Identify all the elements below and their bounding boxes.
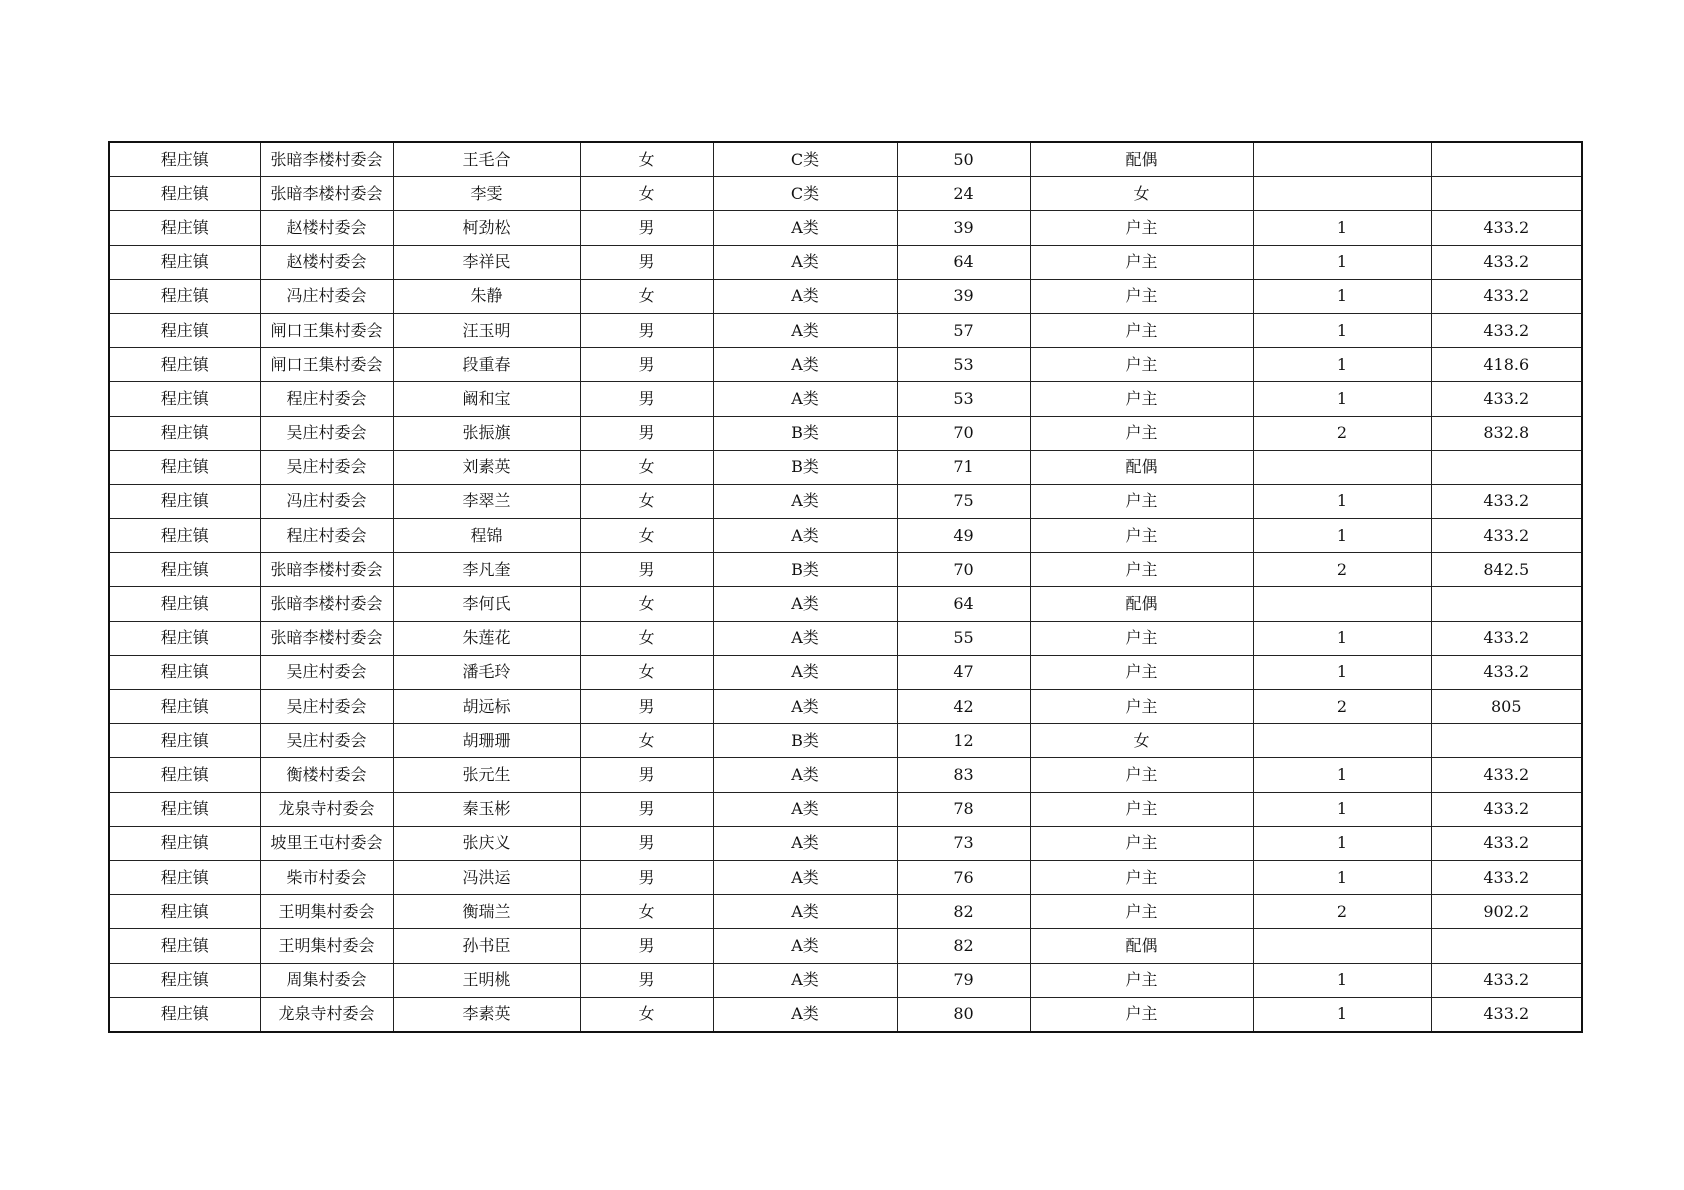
gender-cell: 男 <box>580 758 713 792</box>
village-committee-cell: 程庄村委会 <box>260 519 393 553</box>
name-cell: 张庆义 <box>393 826 580 860</box>
name-cell: 胡远标 <box>393 690 580 724</box>
gender-cell: 女 <box>580 997 713 1032</box>
amount-cell: 433.2 <box>1431 211 1582 245</box>
table-row <box>109 792 1582 826</box>
relationship-cell: 户主 <box>1030 690 1253 724</box>
town-cell: 程庄镇 <box>109 758 260 792</box>
age-cell: 24 <box>897 177 1030 211</box>
age-cell: 70 <box>897 416 1030 450</box>
gender-cell: 女 <box>580 587 713 621</box>
village-committee-cell: 张暗李楼村委会 <box>260 177 393 211</box>
amount-cell: 433.2 <box>1431 860 1582 894</box>
category-cell: A类 <box>713 963 897 997</box>
gender-cell: 男 <box>580 929 713 963</box>
age-cell: 12 <box>897 724 1030 758</box>
age-cell: 71 <box>897 450 1030 484</box>
table-row <box>109 519 1582 553</box>
town-cell: 程庄镇 <box>109 211 260 245</box>
amount-cell: 433.2 <box>1431 313 1582 347</box>
village-committee-cell: 吴庄村委会 <box>260 450 393 484</box>
name-cell: 衡瑞兰 <box>393 895 580 929</box>
name-cell: 段重春 <box>393 348 580 382</box>
household-size-cell: 1 <box>1253 382 1431 416</box>
relationship-cell: 配偶 <box>1030 142 1253 177</box>
name-cell: 李凡奎 <box>393 553 580 587</box>
gender-cell: 女 <box>580 724 713 758</box>
relationship-cell: 户主 <box>1030 348 1253 382</box>
name-cell: 李何氏 <box>393 587 580 621</box>
name-cell: 柯劲松 <box>393 211 580 245</box>
town-cell: 程庄镇 <box>109 655 260 689</box>
data-table <box>108 141 1583 1033</box>
village-committee-cell: 张暗李楼村委会 <box>260 142 393 177</box>
table-row <box>109 382 1582 416</box>
age-cell: 49 <box>897 519 1030 553</box>
category-cell: A类 <box>713 519 897 553</box>
relationship-cell: 户主 <box>1030 484 1253 518</box>
name-cell: 胡珊珊 <box>393 724 580 758</box>
town-cell: 程庄镇 <box>109 177 260 211</box>
town-cell: 程庄镇 <box>109 245 260 279</box>
household-size-cell <box>1253 142 1431 177</box>
gender-cell: 男 <box>580 963 713 997</box>
table-row <box>109 484 1582 518</box>
village-committee-cell: 坡里王屯村委会 <box>260 826 393 860</box>
gender-cell: 男 <box>580 860 713 894</box>
household-size-cell <box>1253 724 1431 758</box>
village-committee-cell: 龙泉寺村委会 <box>260 792 393 826</box>
gender-cell: 男 <box>580 313 713 347</box>
category-cell: A类 <box>713 690 897 724</box>
gender-cell: 男 <box>580 245 713 279</box>
gender-cell: 女 <box>580 895 713 929</box>
category-cell: B类 <box>713 450 897 484</box>
table-row <box>109 211 1582 245</box>
age-cell: 82 <box>897 929 1030 963</box>
category-cell: A类 <box>713 655 897 689</box>
table-row <box>109 348 1582 382</box>
table-row <box>109 313 1582 347</box>
gender-cell: 女 <box>580 177 713 211</box>
table-row <box>109 895 1582 929</box>
amount-cell <box>1431 177 1582 211</box>
relationship-cell: 户主 <box>1030 655 1253 689</box>
gender-cell: 女 <box>580 142 713 177</box>
town-cell: 程庄镇 <box>109 142 260 177</box>
name-cell: 王毛合 <box>393 142 580 177</box>
household-size-cell: 1 <box>1253 313 1431 347</box>
town-cell: 程庄镇 <box>109 587 260 621</box>
village-committee-cell: 王明集村委会 <box>260 929 393 963</box>
category-cell: C类 <box>713 142 897 177</box>
name-cell: 张元生 <box>393 758 580 792</box>
name-cell: 王明桃 <box>393 963 580 997</box>
household-size-cell: 1 <box>1253 792 1431 826</box>
name-cell: 李素英 <box>393 997 580 1032</box>
age-cell: 76 <box>897 860 1030 894</box>
village-committee-cell: 吴庄村委会 <box>260 416 393 450</box>
household-size-cell: 1 <box>1253 963 1431 997</box>
town-cell: 程庄镇 <box>109 553 260 587</box>
town-cell: 程庄镇 <box>109 450 260 484</box>
table-row <box>109 142 1582 177</box>
amount-cell: 433.2 <box>1431 963 1582 997</box>
household-size-cell: 1 <box>1253 245 1431 279</box>
gender-cell: 男 <box>580 826 713 860</box>
category-cell: A类 <box>713 211 897 245</box>
gender-cell: 男 <box>580 382 713 416</box>
village-committee-cell: 闸口王集村委会 <box>260 313 393 347</box>
gender-cell: 男 <box>580 211 713 245</box>
village-committee-cell: 赵楼村委会 <box>260 211 393 245</box>
town-cell: 程庄镇 <box>109 621 260 655</box>
age-cell: 50 <box>897 142 1030 177</box>
amount-cell <box>1431 929 1582 963</box>
town-cell: 程庄镇 <box>109 860 260 894</box>
amount-cell: 832.8 <box>1431 416 1582 450</box>
amount-cell: 433.2 <box>1431 826 1582 860</box>
amount-cell: 418.6 <box>1431 348 1582 382</box>
relationship-cell: 户主 <box>1030 860 1253 894</box>
category-cell: B类 <box>713 724 897 758</box>
table-row <box>109 860 1582 894</box>
relationship-cell: 户主 <box>1030 963 1253 997</box>
amount-cell <box>1431 724 1582 758</box>
age-cell: 80 <box>897 997 1030 1032</box>
relationship-cell: 户主 <box>1030 792 1253 826</box>
amount-cell: 433.2 <box>1431 484 1582 518</box>
household-size-cell: 2 <box>1253 895 1431 929</box>
table-row <box>109 553 1582 587</box>
village-committee-cell: 周集村委会 <box>260 963 393 997</box>
table-row <box>109 963 1582 997</box>
age-cell: 42 <box>897 690 1030 724</box>
village-committee-cell: 吴庄村委会 <box>260 655 393 689</box>
name-cell: 李雯 <box>393 177 580 211</box>
amount-cell: 433.2 <box>1431 655 1582 689</box>
household-size-cell: 1 <box>1253 826 1431 860</box>
table-row <box>109 929 1582 963</box>
amount-cell: 433.2 <box>1431 621 1582 655</box>
village-committee-cell: 张暗李楼村委会 <box>260 621 393 655</box>
household-size-cell: 1 <box>1253 279 1431 313</box>
relationship-cell: 户主 <box>1030 519 1253 553</box>
name-cell: 朱莲花 <box>393 621 580 655</box>
town-cell: 程庄镇 <box>109 963 260 997</box>
relationship-cell: 户主 <box>1030 382 1253 416</box>
town-cell: 程庄镇 <box>109 792 260 826</box>
town-cell: 程庄镇 <box>109 313 260 347</box>
town-cell: 程庄镇 <box>109 519 260 553</box>
table-row <box>109 655 1582 689</box>
amount-cell <box>1431 450 1582 484</box>
village-committee-cell: 衡楼村委会 <box>260 758 393 792</box>
category-cell: A类 <box>713 245 897 279</box>
gender-cell: 女 <box>580 450 713 484</box>
name-cell: 张振旗 <box>393 416 580 450</box>
category-cell: A类 <box>713 997 897 1032</box>
table-row <box>109 724 1582 758</box>
household-size-cell: 1 <box>1253 621 1431 655</box>
age-cell: 64 <box>897 587 1030 621</box>
village-committee-cell: 闸口王集村委会 <box>260 348 393 382</box>
gender-cell: 男 <box>580 553 713 587</box>
name-cell: 程锦 <box>393 519 580 553</box>
household-size-cell: 1 <box>1253 655 1431 689</box>
table-body <box>109 142 1582 1032</box>
name-cell: 李翠兰 <box>393 484 580 518</box>
category-cell: B类 <box>713 416 897 450</box>
gender-cell: 女 <box>580 621 713 655</box>
amount-cell: 902.2 <box>1431 895 1582 929</box>
name-cell: 刘素英 <box>393 450 580 484</box>
table-row <box>109 690 1582 724</box>
table-row <box>109 826 1582 860</box>
category-cell: B类 <box>713 553 897 587</box>
town-cell: 程庄镇 <box>109 484 260 518</box>
village-committee-cell: 冯庄村委会 <box>260 484 393 518</box>
age-cell: 79 <box>897 963 1030 997</box>
amount-cell: 433.2 <box>1431 382 1582 416</box>
household-size-cell: 1 <box>1253 997 1431 1032</box>
relationship-cell: 女 <box>1030 724 1253 758</box>
table-row <box>109 450 1582 484</box>
village-committee-cell: 张暗李楼村委会 <box>260 587 393 621</box>
town-cell: 程庄镇 <box>109 279 260 313</box>
gender-cell: 女 <box>580 279 713 313</box>
age-cell: 70 <box>897 553 1030 587</box>
table-row <box>109 245 1582 279</box>
category-cell: A类 <box>713 792 897 826</box>
name-cell: 冯洪运 <box>393 860 580 894</box>
town-cell: 程庄镇 <box>109 690 260 724</box>
gender-cell: 男 <box>580 792 713 826</box>
town-cell: 程庄镇 <box>109 895 260 929</box>
relationship-cell: 户主 <box>1030 279 1253 313</box>
table-row <box>109 416 1582 450</box>
age-cell: 57 <box>897 313 1030 347</box>
relationship-cell: 户主 <box>1030 621 1253 655</box>
village-committee-cell: 柴市村委会 <box>260 860 393 894</box>
town-cell: 程庄镇 <box>109 416 260 450</box>
village-committee-cell: 吴庄村委会 <box>260 724 393 758</box>
table-row <box>109 587 1582 621</box>
village-committee-cell: 程庄村委会 <box>260 382 393 416</box>
gender-cell: 女 <box>580 655 713 689</box>
table-row <box>109 177 1582 211</box>
household-size-cell: 1 <box>1253 519 1431 553</box>
relationship-cell: 户主 <box>1030 758 1253 792</box>
category-cell: A类 <box>713 758 897 792</box>
household-size-cell: 1 <box>1253 860 1431 894</box>
relationship-cell: 户主 <box>1030 895 1253 929</box>
age-cell: 82 <box>897 895 1030 929</box>
table-row <box>109 997 1582 1032</box>
table-row <box>109 279 1582 313</box>
gender-cell: 男 <box>580 690 713 724</box>
name-cell: 潘毛玲 <box>393 655 580 689</box>
amount-cell: 433.2 <box>1431 758 1582 792</box>
amount-cell: 433.2 <box>1431 279 1582 313</box>
town-cell: 程庄镇 <box>109 724 260 758</box>
age-cell: 53 <box>897 382 1030 416</box>
gender-cell: 男 <box>580 348 713 382</box>
name-cell: 李祥民 <box>393 245 580 279</box>
gender-cell: 男 <box>580 416 713 450</box>
category-cell: A类 <box>713 860 897 894</box>
table-row <box>109 621 1582 655</box>
age-cell: 73 <box>897 826 1030 860</box>
relationship-cell: 户主 <box>1030 416 1253 450</box>
village-committee-cell: 张暗李楼村委会 <box>260 553 393 587</box>
amount-cell <box>1431 587 1582 621</box>
household-size-cell: 1 <box>1253 211 1431 245</box>
category-cell: A类 <box>713 587 897 621</box>
household-size-cell: 1 <box>1253 348 1431 382</box>
village-committee-cell: 冯庄村委会 <box>260 279 393 313</box>
name-cell: 阚和宝 <box>393 382 580 416</box>
name-cell: 秦玉彬 <box>393 792 580 826</box>
amount-cell: 805 <box>1431 690 1582 724</box>
amount-cell: 433.2 <box>1431 245 1582 279</box>
household-size-cell <box>1253 450 1431 484</box>
town-cell: 程庄镇 <box>109 348 260 382</box>
category-cell: A类 <box>713 895 897 929</box>
amount-cell: 433.2 <box>1431 519 1582 553</box>
name-cell: 朱静 <box>393 279 580 313</box>
age-cell: 39 <box>897 279 1030 313</box>
relationship-cell: 户主 <box>1030 313 1253 347</box>
relationship-cell: 配偶 <box>1030 587 1253 621</box>
category-cell: A类 <box>713 929 897 963</box>
relationship-cell: 配偶 <box>1030 450 1253 484</box>
amount-cell <box>1431 142 1582 177</box>
age-cell: 78 <box>897 792 1030 826</box>
age-cell: 39 <box>897 211 1030 245</box>
table-row <box>109 758 1582 792</box>
age-cell: 75 <box>897 484 1030 518</box>
village-committee-cell: 王明集村委会 <box>260 895 393 929</box>
household-size-cell: 2 <box>1253 553 1431 587</box>
amount-cell: 433.2 <box>1431 997 1582 1032</box>
amount-cell: 842.5 <box>1431 553 1582 587</box>
category-cell: A类 <box>713 484 897 518</box>
name-cell: 汪玉明 <box>393 313 580 347</box>
household-size-cell: 1 <box>1253 484 1431 518</box>
relationship-cell: 户主 <box>1030 553 1253 587</box>
household-size-cell <box>1253 929 1431 963</box>
category-cell: A类 <box>713 621 897 655</box>
age-cell: 47 <box>897 655 1030 689</box>
village-committee-cell: 龙泉寺村委会 <box>260 997 393 1032</box>
amount-cell: 433.2 <box>1431 792 1582 826</box>
household-size-cell <box>1253 177 1431 211</box>
household-size-cell: 2 <box>1253 690 1431 724</box>
town-cell: 程庄镇 <box>109 382 260 416</box>
town-cell: 程庄镇 <box>109 826 260 860</box>
category-cell: A类 <box>713 826 897 860</box>
relationship-cell: 配偶 <box>1030 929 1253 963</box>
relationship-cell: 户主 <box>1030 245 1253 279</box>
age-cell: 83 <box>897 758 1030 792</box>
village-committee-cell: 吴庄村委会 <box>260 690 393 724</box>
category-cell: A类 <box>713 313 897 347</box>
category-cell: A类 <box>713 382 897 416</box>
name-cell: 孙书臣 <box>393 929 580 963</box>
relationship-cell: 户主 <box>1030 997 1253 1032</box>
relationship-cell: 女 <box>1030 177 1253 211</box>
category-cell: A类 <box>713 348 897 382</box>
category-cell: C类 <box>713 177 897 211</box>
household-size-cell: 1 <box>1253 758 1431 792</box>
age-cell: 55 <box>897 621 1030 655</box>
gender-cell: 女 <box>580 519 713 553</box>
household-size-cell: 2 <box>1253 416 1431 450</box>
relationship-cell: 户主 <box>1030 211 1253 245</box>
town-cell: 程庄镇 <box>109 997 260 1032</box>
gender-cell: 女 <box>580 484 713 518</box>
household-size-cell <box>1253 587 1431 621</box>
age-cell: 64 <box>897 245 1030 279</box>
town-cell: 程庄镇 <box>109 929 260 963</box>
category-cell: A类 <box>713 279 897 313</box>
village-committee-cell: 赵楼村委会 <box>260 245 393 279</box>
relationship-cell: 户主 <box>1030 826 1253 860</box>
age-cell: 53 <box>897 348 1030 382</box>
